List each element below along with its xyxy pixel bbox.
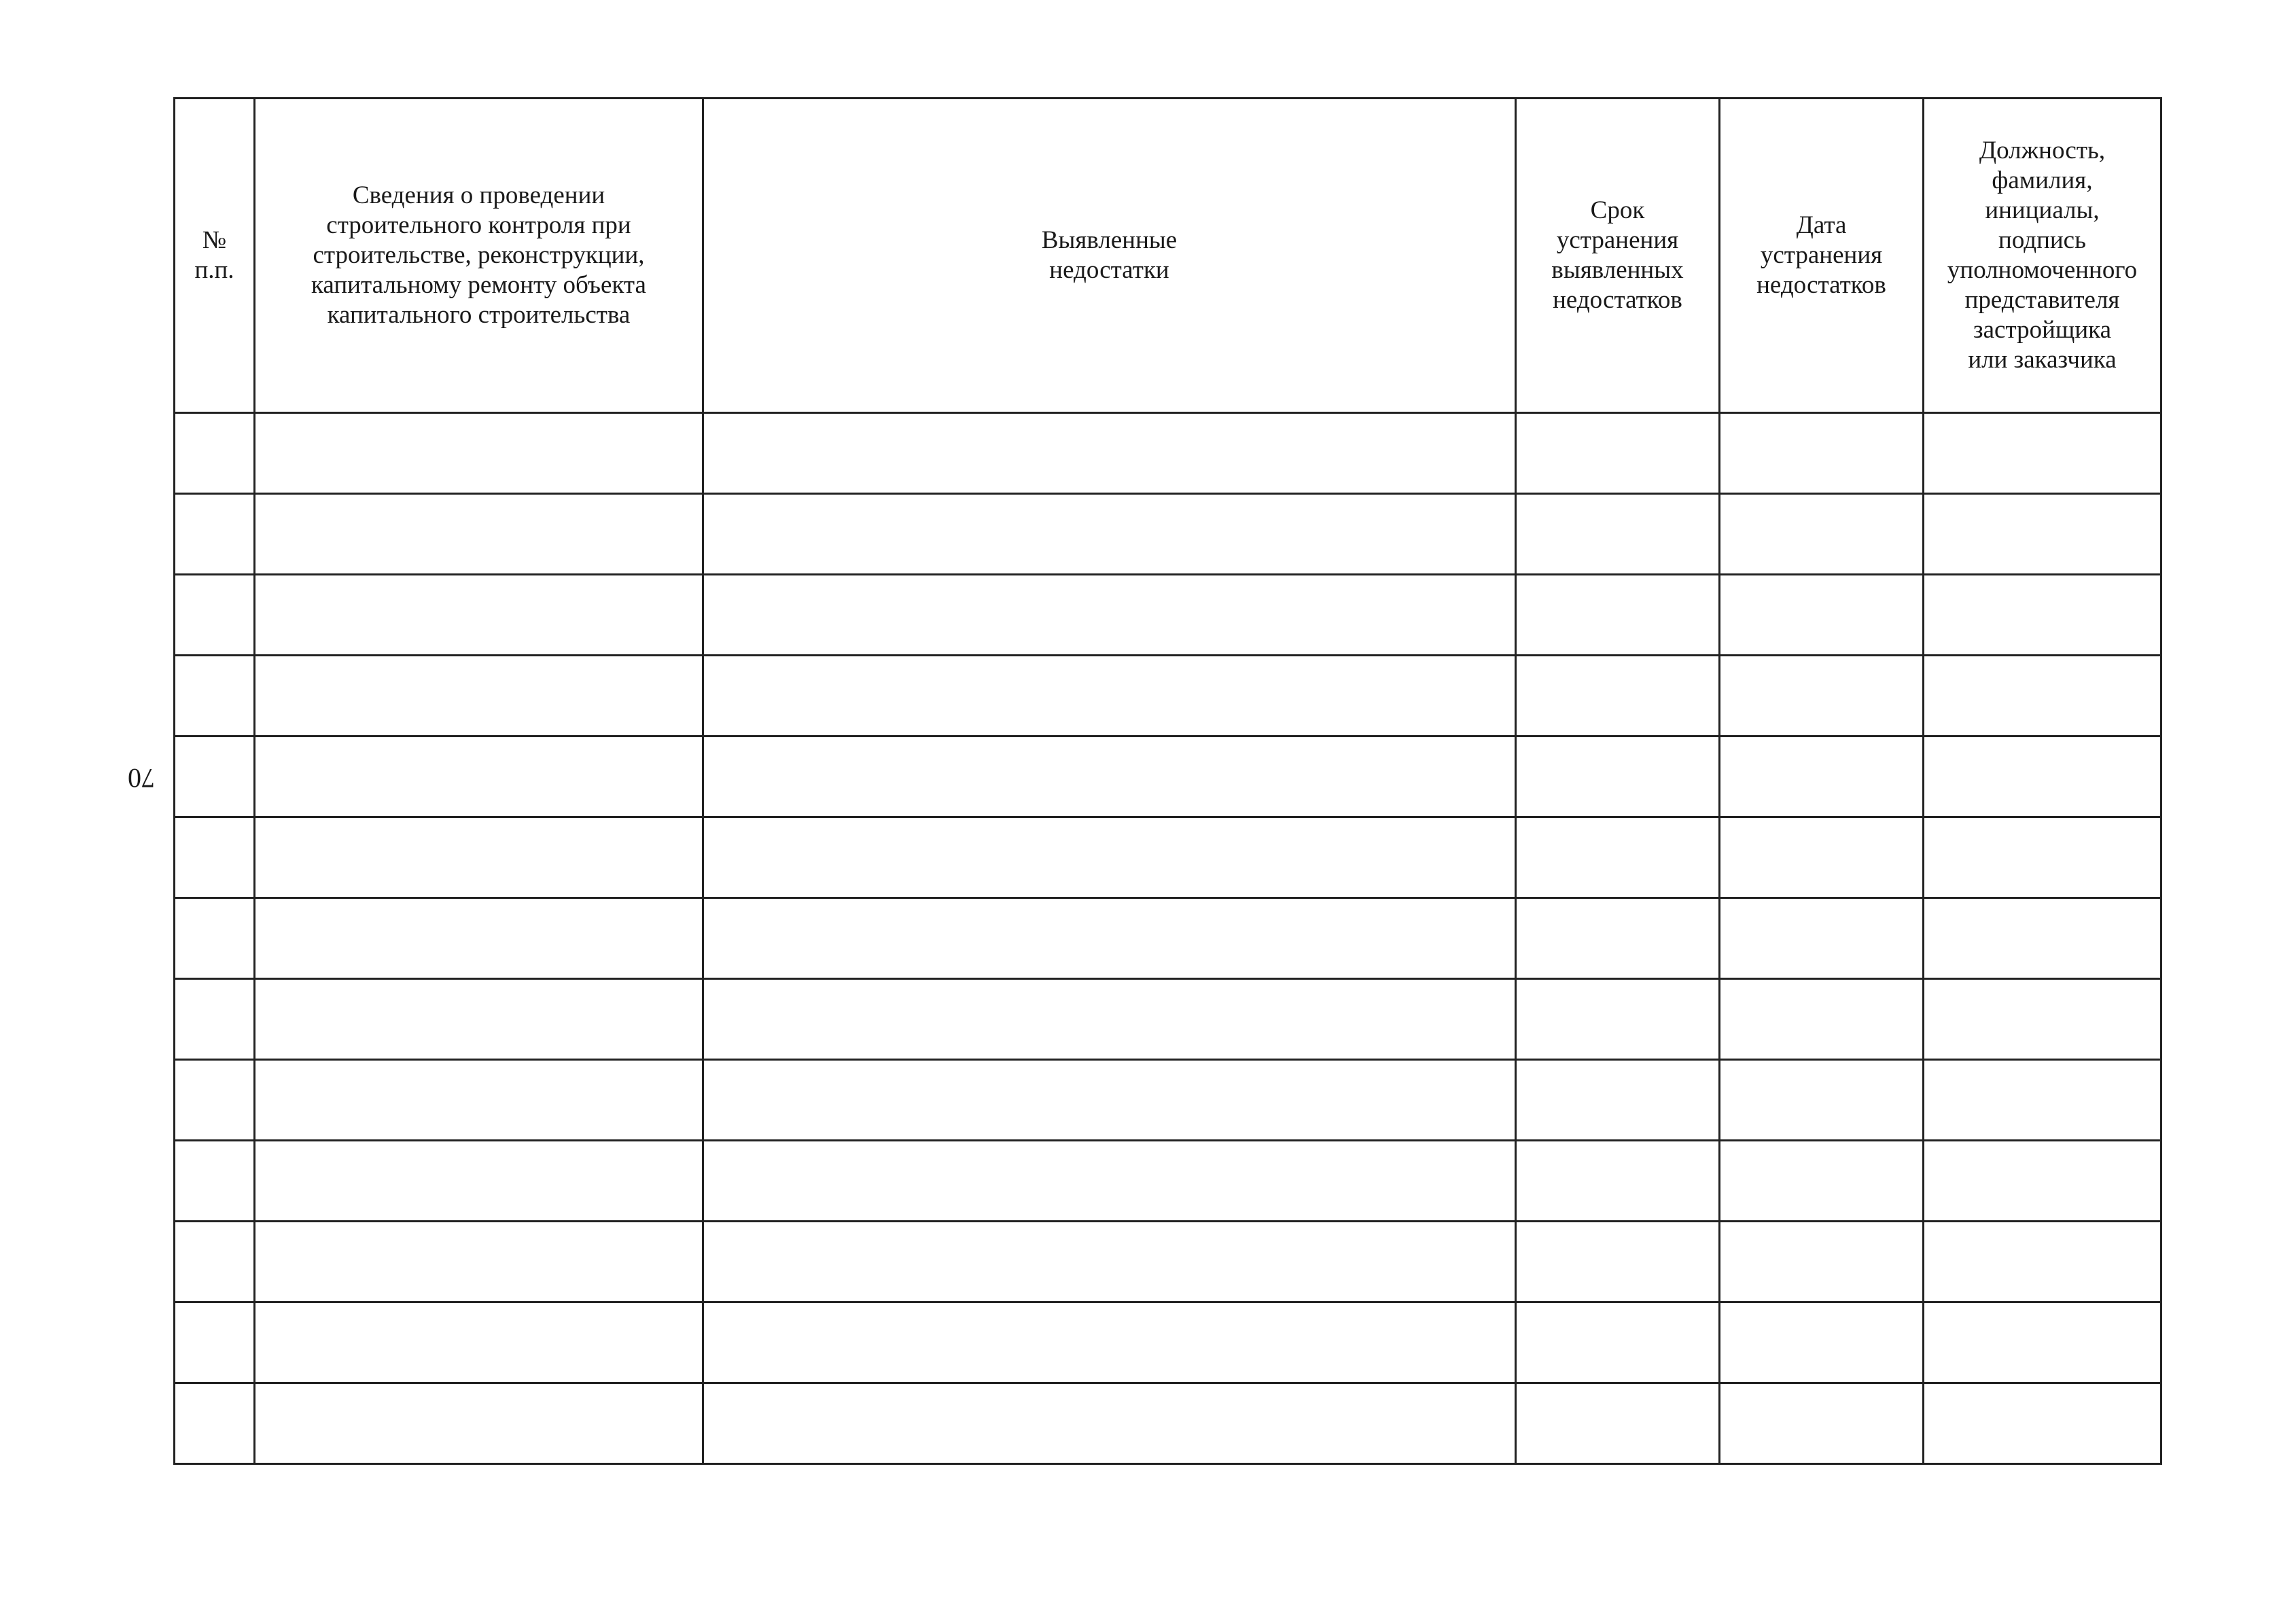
- cell-fix-date: [1720, 1141, 1924, 1222]
- cell-representative: [1924, 575, 2161, 656]
- cell-representative: [1924, 736, 2161, 817]
- cell-representative: [1924, 1383, 2161, 1464]
- header-fix-date: Дата устранения недостатков: [1720, 99, 1924, 413]
- cell-number: [175, 413, 255, 494]
- cell-number: [175, 1060, 255, 1141]
- cell-defects: [703, 1141, 1516, 1222]
- table-header-row: [175, 99, 2161, 413]
- cell-representative: [1924, 817, 2161, 898]
- cell-fix-deadline: [1516, 817, 1720, 898]
- cell-control-info: [255, 1302, 703, 1383]
- cell-number: [175, 817, 255, 898]
- cell-fix-date: [1720, 575, 1924, 656]
- cell-fix-date: [1720, 979, 1924, 1060]
- cell-representative: [1924, 494, 2161, 575]
- table-row: [175, 1383, 2161, 1464]
- cell-fix-deadline: [1516, 1222, 1720, 1302]
- cell-defects: [703, 575, 1516, 656]
- cell-number: [175, 656, 255, 736]
- table-row: [175, 736, 2161, 817]
- cell-number: [175, 979, 255, 1060]
- header-control-info: Сведения о проведении строительного контроля при строительстве, реконструкции, капитальному ремонту объекта капитального строительства: [255, 99, 703, 413]
- cell-fix-deadline: [1516, 575, 1720, 656]
- cell-control-info: [255, 1141, 703, 1222]
- cell-fix-deadline: [1516, 413, 1720, 494]
- cell-control-info: [255, 1060, 703, 1141]
- cell-defects: [703, 1383, 1516, 1464]
- table-row: [175, 656, 2161, 736]
- cell-representative: [1924, 898, 2161, 979]
- cell-fix-date: [1720, 494, 1924, 575]
- cell-defects: [703, 413, 1516, 494]
- cell-defects: [703, 979, 1516, 1060]
- cell-defects: [703, 494, 1516, 575]
- cell-fix-date: [1720, 1302, 1924, 1383]
- header-representative: Должность, фамилия, инициалы, подпись уполномоченного представителя застройщика или заказчика: [1924, 99, 2161, 413]
- cell-control-info: [255, 736, 703, 817]
- cell-fix-date: [1720, 1060, 1924, 1141]
- cell-fix-deadline: [1516, 1060, 1720, 1141]
- cell-defects: [703, 736, 1516, 817]
- cell-representative: [1924, 1222, 2161, 1302]
- cell-fix-date: [1720, 1383, 1924, 1464]
- table-row: [175, 494, 2161, 575]
- cell-defects: [703, 1222, 1516, 1302]
- table-row: [175, 1302, 2161, 1383]
- cell-fix-date: [1720, 656, 1924, 736]
- cell-fix-date: [1720, 413, 1924, 494]
- cell-control-info: [255, 979, 703, 1060]
- cell-defects: [703, 1302, 1516, 1383]
- table-row: [175, 979, 2161, 1060]
- cell-fix-deadline: [1516, 736, 1720, 817]
- cell-number: [175, 1141, 255, 1222]
- cell-number: [175, 575, 255, 656]
- header-number: № п.п.: [175, 99, 255, 413]
- cell-representative: [1924, 1060, 2161, 1141]
- cell-defects: [703, 656, 1516, 736]
- cell-fix-date: [1720, 1222, 1924, 1302]
- cell-control-info: [255, 656, 703, 736]
- cell-control-info: [255, 898, 703, 979]
- cell-fix-date: [1720, 817, 1924, 898]
- page-number: 70: [128, 763, 155, 794]
- table-row: [175, 1141, 2161, 1222]
- cell-fix-deadline: [1516, 1141, 1720, 1222]
- cell-fix-deadline: [1516, 656, 1720, 736]
- table-row: [175, 898, 2161, 979]
- cell-number: [175, 1222, 255, 1302]
- cell-control-info: [255, 413, 703, 494]
- table-row: [175, 413, 2161, 494]
- cell-defects: [703, 898, 1516, 979]
- cell-fix-deadline: [1516, 494, 1720, 575]
- cell-fix-deadline: [1516, 1383, 1720, 1464]
- inspection-journal-table: [173, 97, 2162, 1465]
- table-row: [175, 1222, 2161, 1302]
- cell-fix-date: [1720, 736, 1924, 817]
- cell-number: [175, 494, 255, 575]
- table-body: [175, 413, 2161, 1464]
- table-row: [175, 1060, 2161, 1141]
- header-fix-deadline: Срок устранения выявленных недостатков: [1516, 99, 1720, 413]
- cell-representative: [1924, 656, 2161, 736]
- cell-defects: [703, 1060, 1516, 1141]
- cell-control-info: [255, 1222, 703, 1302]
- cell-representative: [1924, 1141, 2161, 1222]
- cell-representative: [1924, 413, 2161, 494]
- cell-number: [175, 1302, 255, 1383]
- cell-defects: [703, 817, 1516, 898]
- table-row: [175, 817, 2161, 898]
- cell-representative: [1924, 1302, 2161, 1383]
- cell-representative: [1924, 979, 2161, 1060]
- cell-number: [175, 1383, 255, 1464]
- cell-control-info: [255, 817, 703, 898]
- cell-fix-deadline: [1516, 1302, 1720, 1383]
- header-defects: Выявленные недостатки: [703, 99, 1516, 413]
- cell-control-info: [255, 494, 703, 575]
- cell-control-info: [255, 1383, 703, 1464]
- cell-control-info: [255, 575, 703, 656]
- cell-number: [175, 736, 255, 817]
- cell-fix-date: [1720, 898, 1924, 979]
- cell-fix-deadline: [1516, 979, 1720, 1060]
- table-row: [175, 575, 2161, 656]
- cell-fix-deadline: [1516, 898, 1720, 979]
- cell-number: [175, 898, 255, 979]
